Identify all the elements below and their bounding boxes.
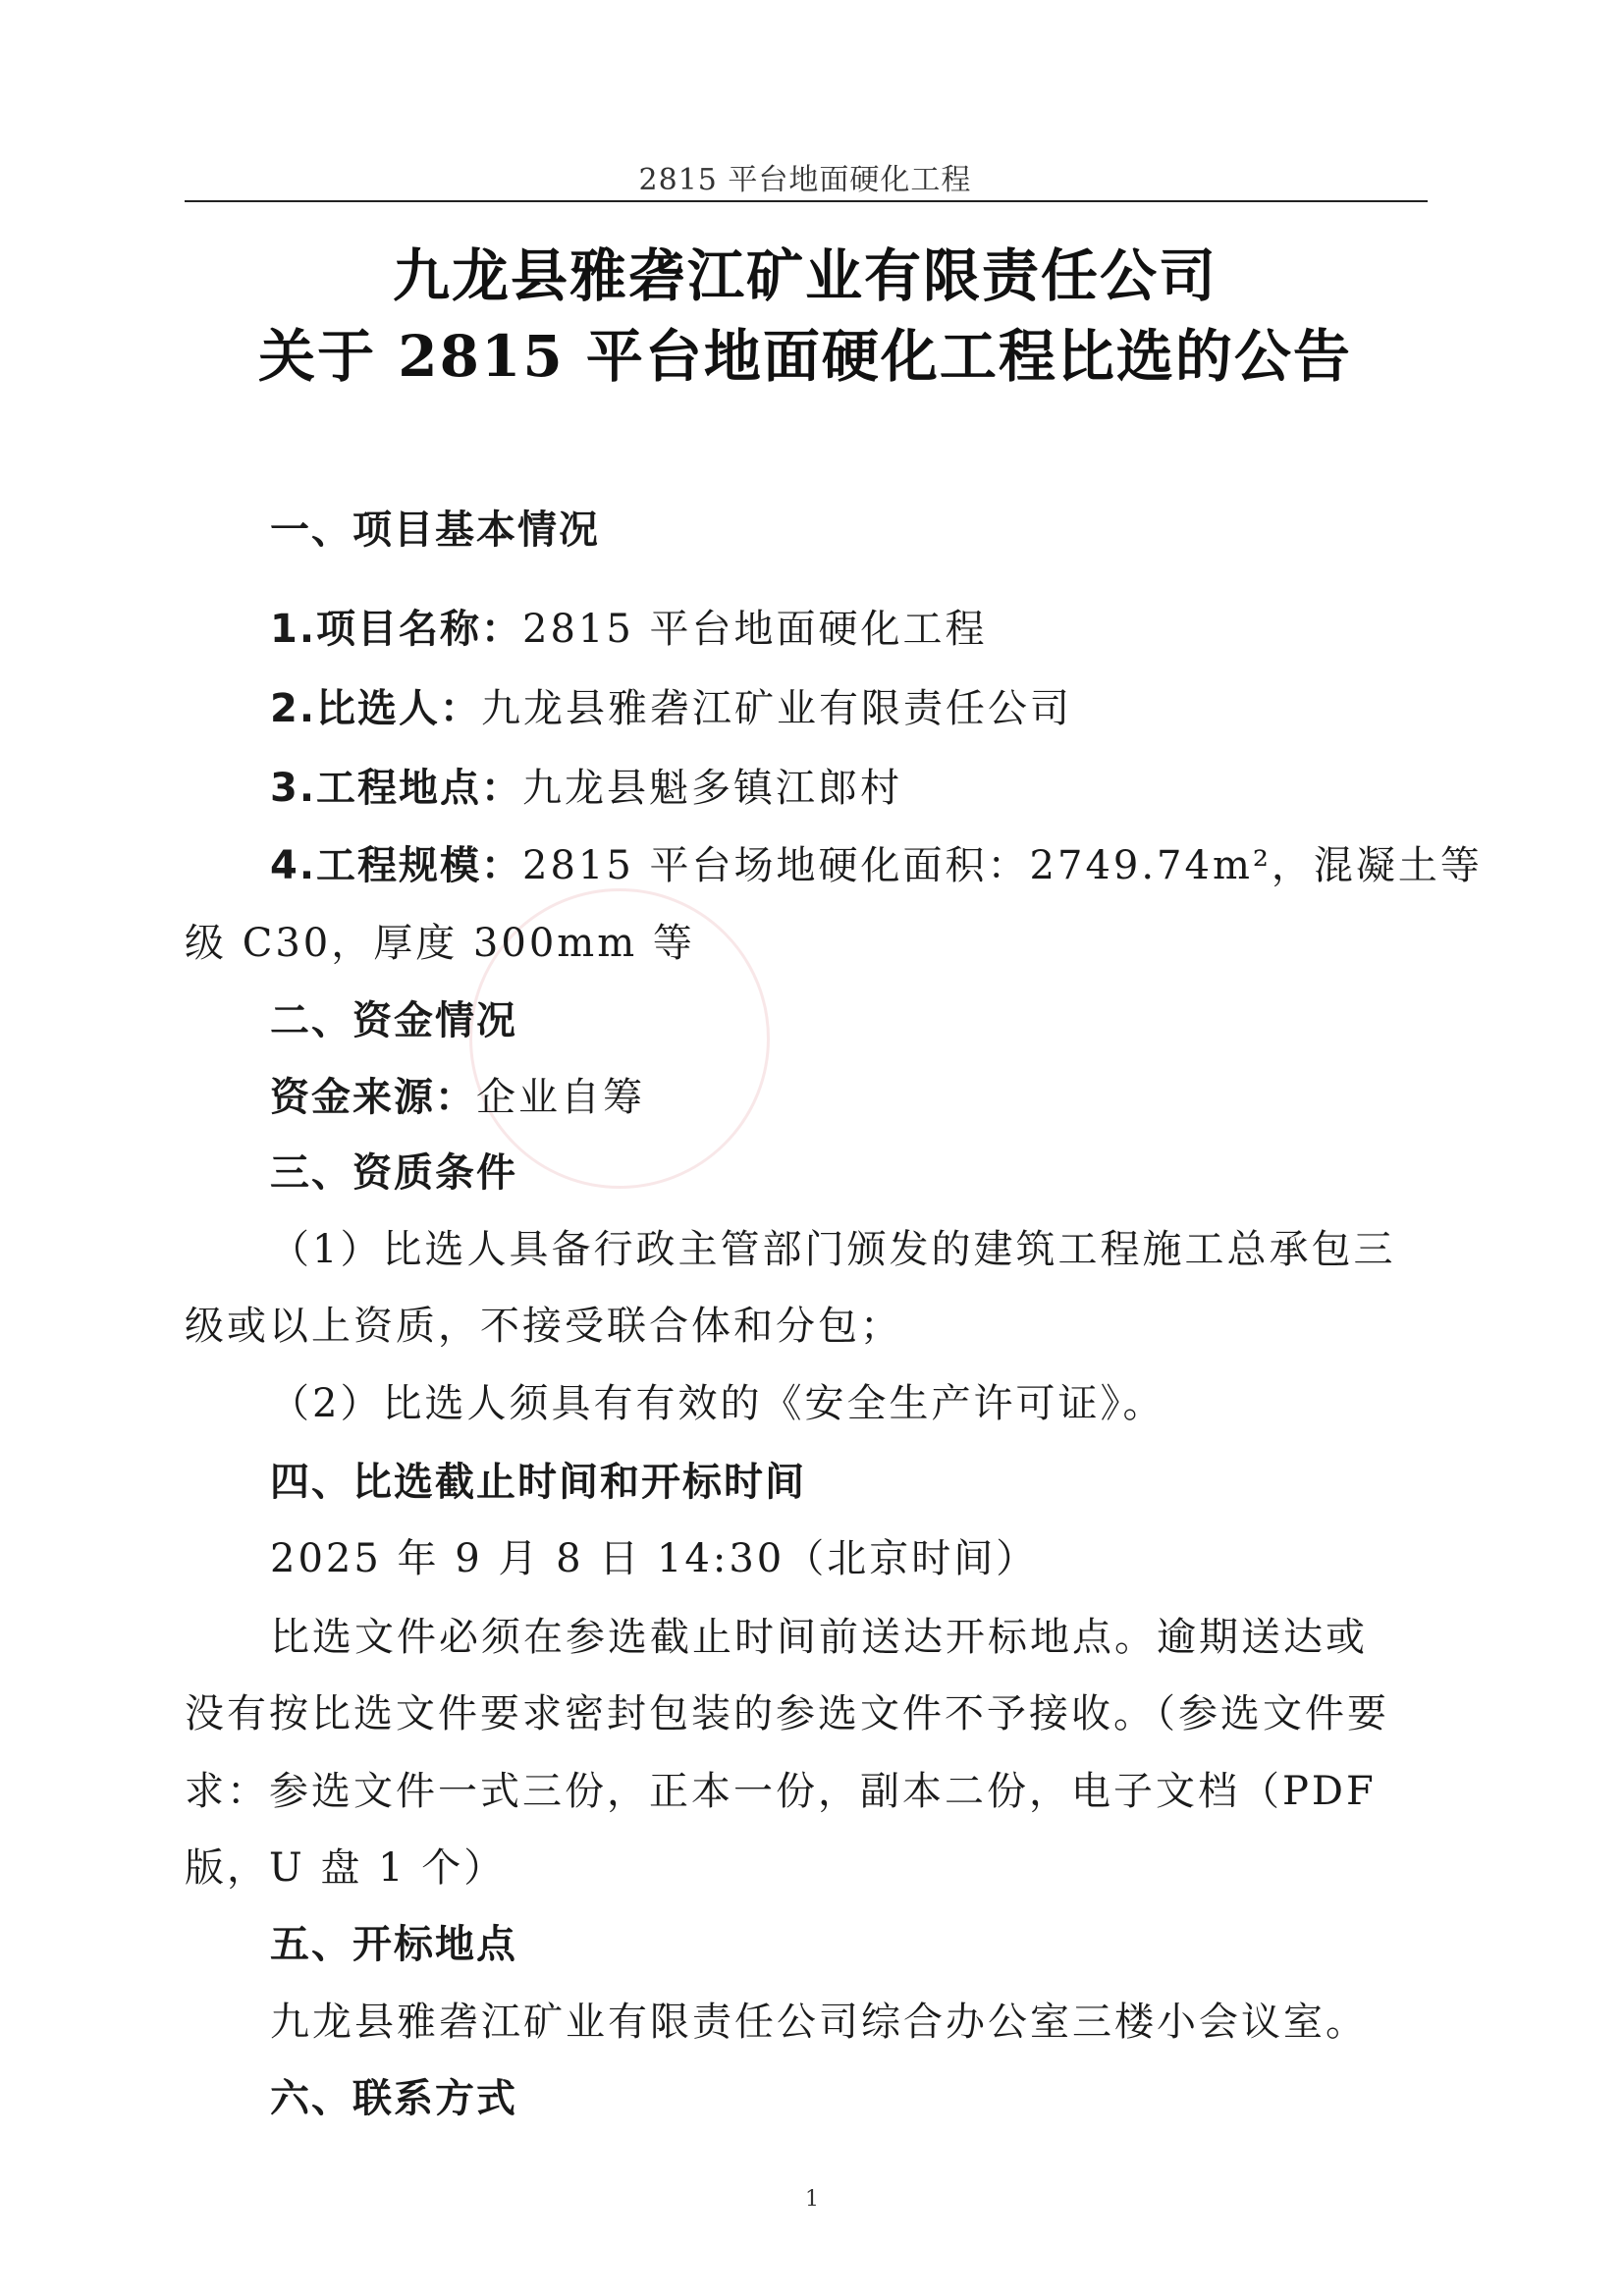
- funding-source-row: [270, 1070, 1429, 1125]
- selector-row: [270, 681, 1429, 736]
- project-name-value: 2815 平台地面硬化工程: [522, 607, 988, 652]
- page-number: 1: [805, 2187, 819, 2212]
- project-scale-label: 4.工程规模：: [270, 843, 523, 888]
- selector-value: 九龙县雅砻江矿业有限责任公司: [481, 686, 1073, 731]
- project-scale-value: 2815 平台场地硬化面积：2749.74m²，混凝土等: [522, 843, 1483, 888]
- deadline-datetime: 2025 年 9 月 8 日 14:30（北京时间）: [270, 1536, 1039, 1581]
- section-2-heading: 二、资金情况: [270, 998, 517, 1043]
- qualification-1-line-1: （1）比选人具备行政主管部门颁发的建筑工程施工总承包三: [270, 1227, 1396, 1272]
- project-scale-continuation: 级 C30，厚度 300mm 等: [185, 921, 695, 966]
- deadline-paragraph-line-3: 求：参选文件一式三份，正本一份，副本二份，电子文档（PDF: [185, 1769, 1377, 1814]
- project-scale-row: [270, 838, 1483, 893]
- qualification-2: （2）比选人须具有有效的《安全生产许可证》。: [270, 1381, 1165, 1426]
- deadline-paragraph-line-1: 比选文件必须在参选截止时间前送达开标地点。逾期送达或: [270, 1615, 1368, 1660]
- running-header: 2815 平台地面硬化工程: [638, 163, 972, 197]
- funding-source-label: 资金来源：: [270, 1075, 476, 1120]
- deadline-paragraph-line-2: 没有按比选文件要求密封包装的参选文件不予接收。（参选文件要: [185, 1691, 1389, 1736]
- project-name-label: 1.项目名称：: [270, 607, 523, 652]
- project-location-row: [270, 761, 1429, 816]
- project-location-value: 九龙县魁多镇江郎村: [522, 766, 903, 811]
- section-3-heading: 三、资质条件: [270, 1150, 517, 1196]
- bid-opening-location: 九龙县雅砻江矿业有限责任公司综合办公室三楼小会议室。: [270, 2000, 1368, 2045]
- header-rule: [185, 200, 1428, 202]
- section-5-heading: 五、开标地点: [270, 1922, 517, 1967]
- deadline-paragraph-line-4: 版，U 盘 1 个）: [185, 1845, 507, 1891]
- selector-label: 2.比选人：: [270, 686, 482, 731]
- section-1-heading: 一、项目基本情况: [270, 507, 600, 553]
- project-name-row: [270, 602, 1429, 657]
- section-6-heading: 六、联系方式: [270, 2076, 517, 2121]
- project-location-label: 3.工程地点：: [270, 766, 523, 811]
- document-title-line-2: 关于 2815 平台地面硬化工程比选的公告: [258, 323, 1352, 390]
- document-title-line-1: 九龙县雅砻江矿业有限责任公司: [392, 242, 1218, 309]
- funding-source-value: 企业自筹: [476, 1075, 645, 1120]
- section-4-heading: 四、比选截止时间和开标时间: [270, 1460, 806, 1505]
- qualification-1-line-2: 级或以上资质，不接受联合体和分包；: [185, 1304, 902, 1349]
